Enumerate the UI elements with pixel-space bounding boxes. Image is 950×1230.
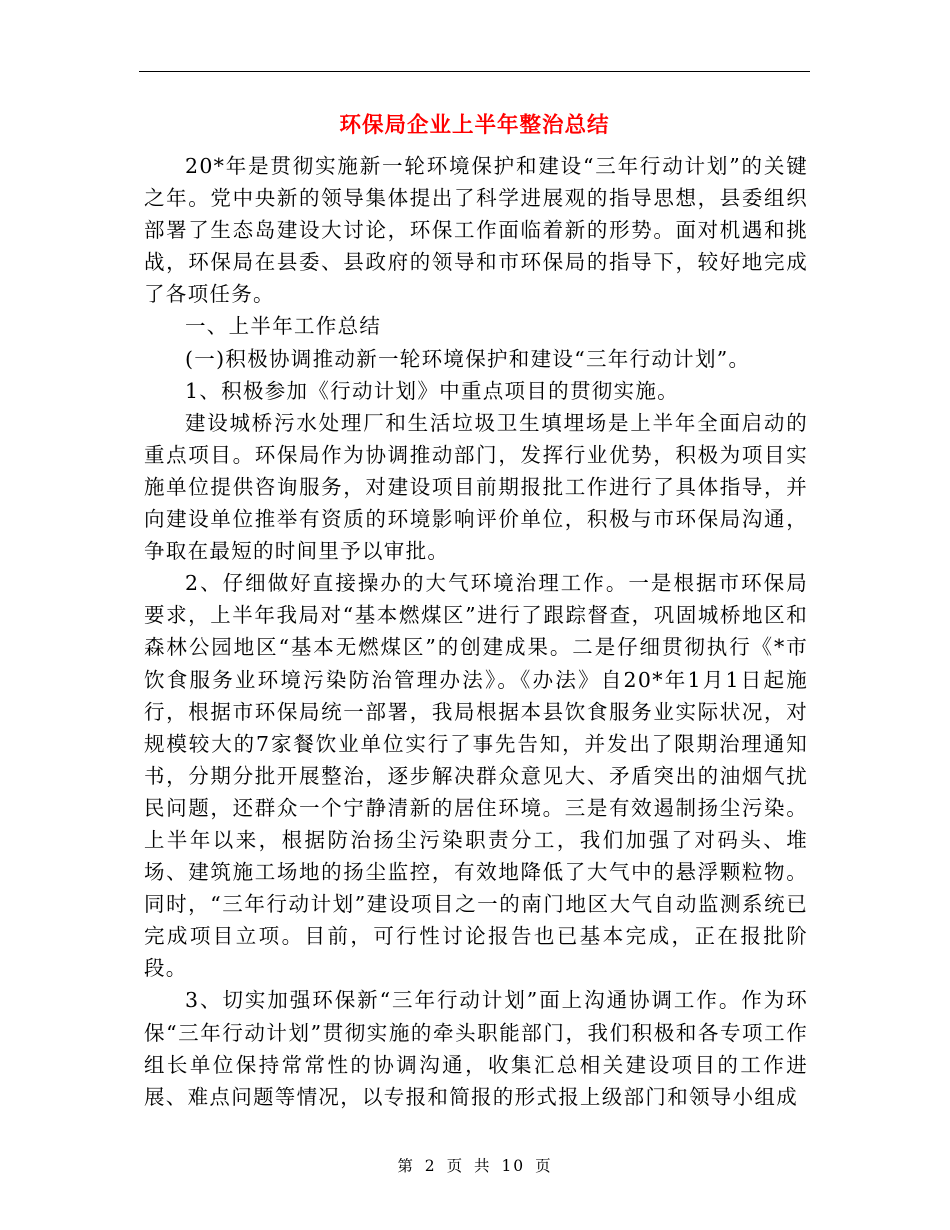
heading-item-1: 1、积极参加《行动计划》中重点项目的贯彻实施。 <box>185 378 679 403</box>
heading-subsection-1: (一)积极协调推动新一轮环境保护和建设“三年行动计划”。 <box>185 346 751 371</box>
header-rule <box>139 71 810 72</box>
paragraph-item-3: 3、切实加强环保新“三年行动计划”面上沟通协调工作。作为环保“三年行动计划”贯彻实施的牵头职能部门，我们积极和各专项工作组长单位保持常常性的协调沟通，收集汇总相关建设项目的工作进展、难点问题等情况，以专报和简报的形式报上级部门和领导小组成 <box>144 988 808 1109</box>
paragraph-item-2: 2、仔细做好直接操办的大气环境治理工作。一是根据市环保局要求，上半年我局对“基本燃煤区”进行了跟踪督查，巩固城桥地区和森林公园地区“基本无燃煤区”的创建成果。二是仔细贯彻执行《*市饮食服务业环境污染防治管理办法》。《办法》自20*年1月1日起施行，根据市环保局统一部署，我局根据本县饮食服务业实际状况，对规模较大的7家餐饮业单位实行了事先告知，并发出了限期治理通知书，分期分批开展整治，逐步解决群众意见大、矛盾突出的油烟气扰民问题，还群众一个宁静清新的居住环境。三是有效遏制扬尘污染。上半年以来，根据防治扬尘污染职责分工，我们加强了对码头、堆场、建筑施工场地的扬尘监控，有效地降低了大气中的悬浮颗粒物。同时，“三年行动计划”建设项目之一的南门地区大气自动监测系统已完成项目立项。目前，可行性讨论报告也已基本完成，正在报批阶段。 <box>144 571 808 981</box>
document-body <box>144 150 808 1113</box>
heading-section-1: 一、上半年工作总结 <box>185 314 382 339</box>
page-number-footer: 第 2 页 共 10 页 <box>397 1157 553 1175</box>
paragraph-item-1-body: 建设城桥污水处理厂和生活垃圾卫生填埋场是上半年全面启动的重点项目。环保局作为协调推动部门，发挥行业优势，积极为项目实施单位提供咨询服务，对建设项目前期报批工作进行了具体指导，并向建设单位推举有资质的环境影响评价单位，积极与市环保局沟通，争取在最短的时间里予以审批。 <box>144 410 808 564</box>
paragraph-intro: 20*年是贯彻实施新一轮环境保护和建设“三年行动计划”的关键之年。党中央新的领导集体提出了科学进展观的指导思想，县委组织部署了生态岛建设大讨论，环保工作面临着新的形势。面对机遇和挑战，环保局在县委、县政府的领导和市环保局的指导下，较好地完成了各项任务。 <box>144 154 808 307</box>
document-title: 环保局企业上半年整治总结 <box>339 113 610 138</box>
